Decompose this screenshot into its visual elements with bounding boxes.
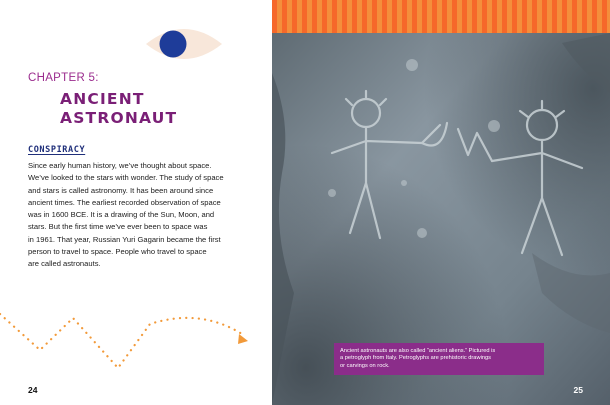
body-paragraph [28, 160, 258, 271]
body-line: stars. But the first time we’ve ever been to space was [28, 222, 208, 232]
caption-line: a petroglyph from Italy. Petroglyphs are prehistoric drawings [340, 355, 491, 362]
chapter-label: CHAPTER 5: [28, 72, 99, 84]
right-page [272, 0, 610, 405]
section-label: CONSPIRACY [28, 145, 86, 155]
body-line: We’ve looked to the stars with wonder. The study of space [28, 173, 224, 183]
chapter-title-line-2: ASTRONAUT [60, 109, 178, 127]
page-number-left: 24 [28, 385, 38, 395]
left-page [0, 0, 272, 405]
chapter-title [60, 90, 260, 128]
photo-caption [334, 343, 544, 375]
body-line: ancient times. The earliest recorded observation of space [28, 197, 221, 207]
dotted-path-decoration [0, 306, 272, 381]
body-line: and stars is called astronomy. It has been around since [28, 185, 214, 195]
eye-icon [0, 0, 272, 100]
body-line: Since early human history, we’ve thought about space. [28, 161, 212, 170]
chapter-title-line-1: ANCIENT [60, 90, 145, 108]
page-number-right: 25 [573, 385, 583, 395]
caption-line: Ancient astronauts are also called “ancient aliens.” Pictured is [340, 348, 496, 354]
body-line: in 1961. That year, Russian Yuri Gagarin became the first [28, 234, 221, 244]
body-line: person to travel to space. People who travel to space [28, 247, 207, 257]
body-line: was in 1600 BCE. It is a drawing of the Sun, Moon, and [28, 210, 215, 220]
striped-banner [272, 0, 610, 33]
body-line: are called astronauts. [28, 259, 101, 269]
arrow-icon [238, 334, 248, 344]
caption-line: or carvings on rock. [340, 362, 390, 369]
